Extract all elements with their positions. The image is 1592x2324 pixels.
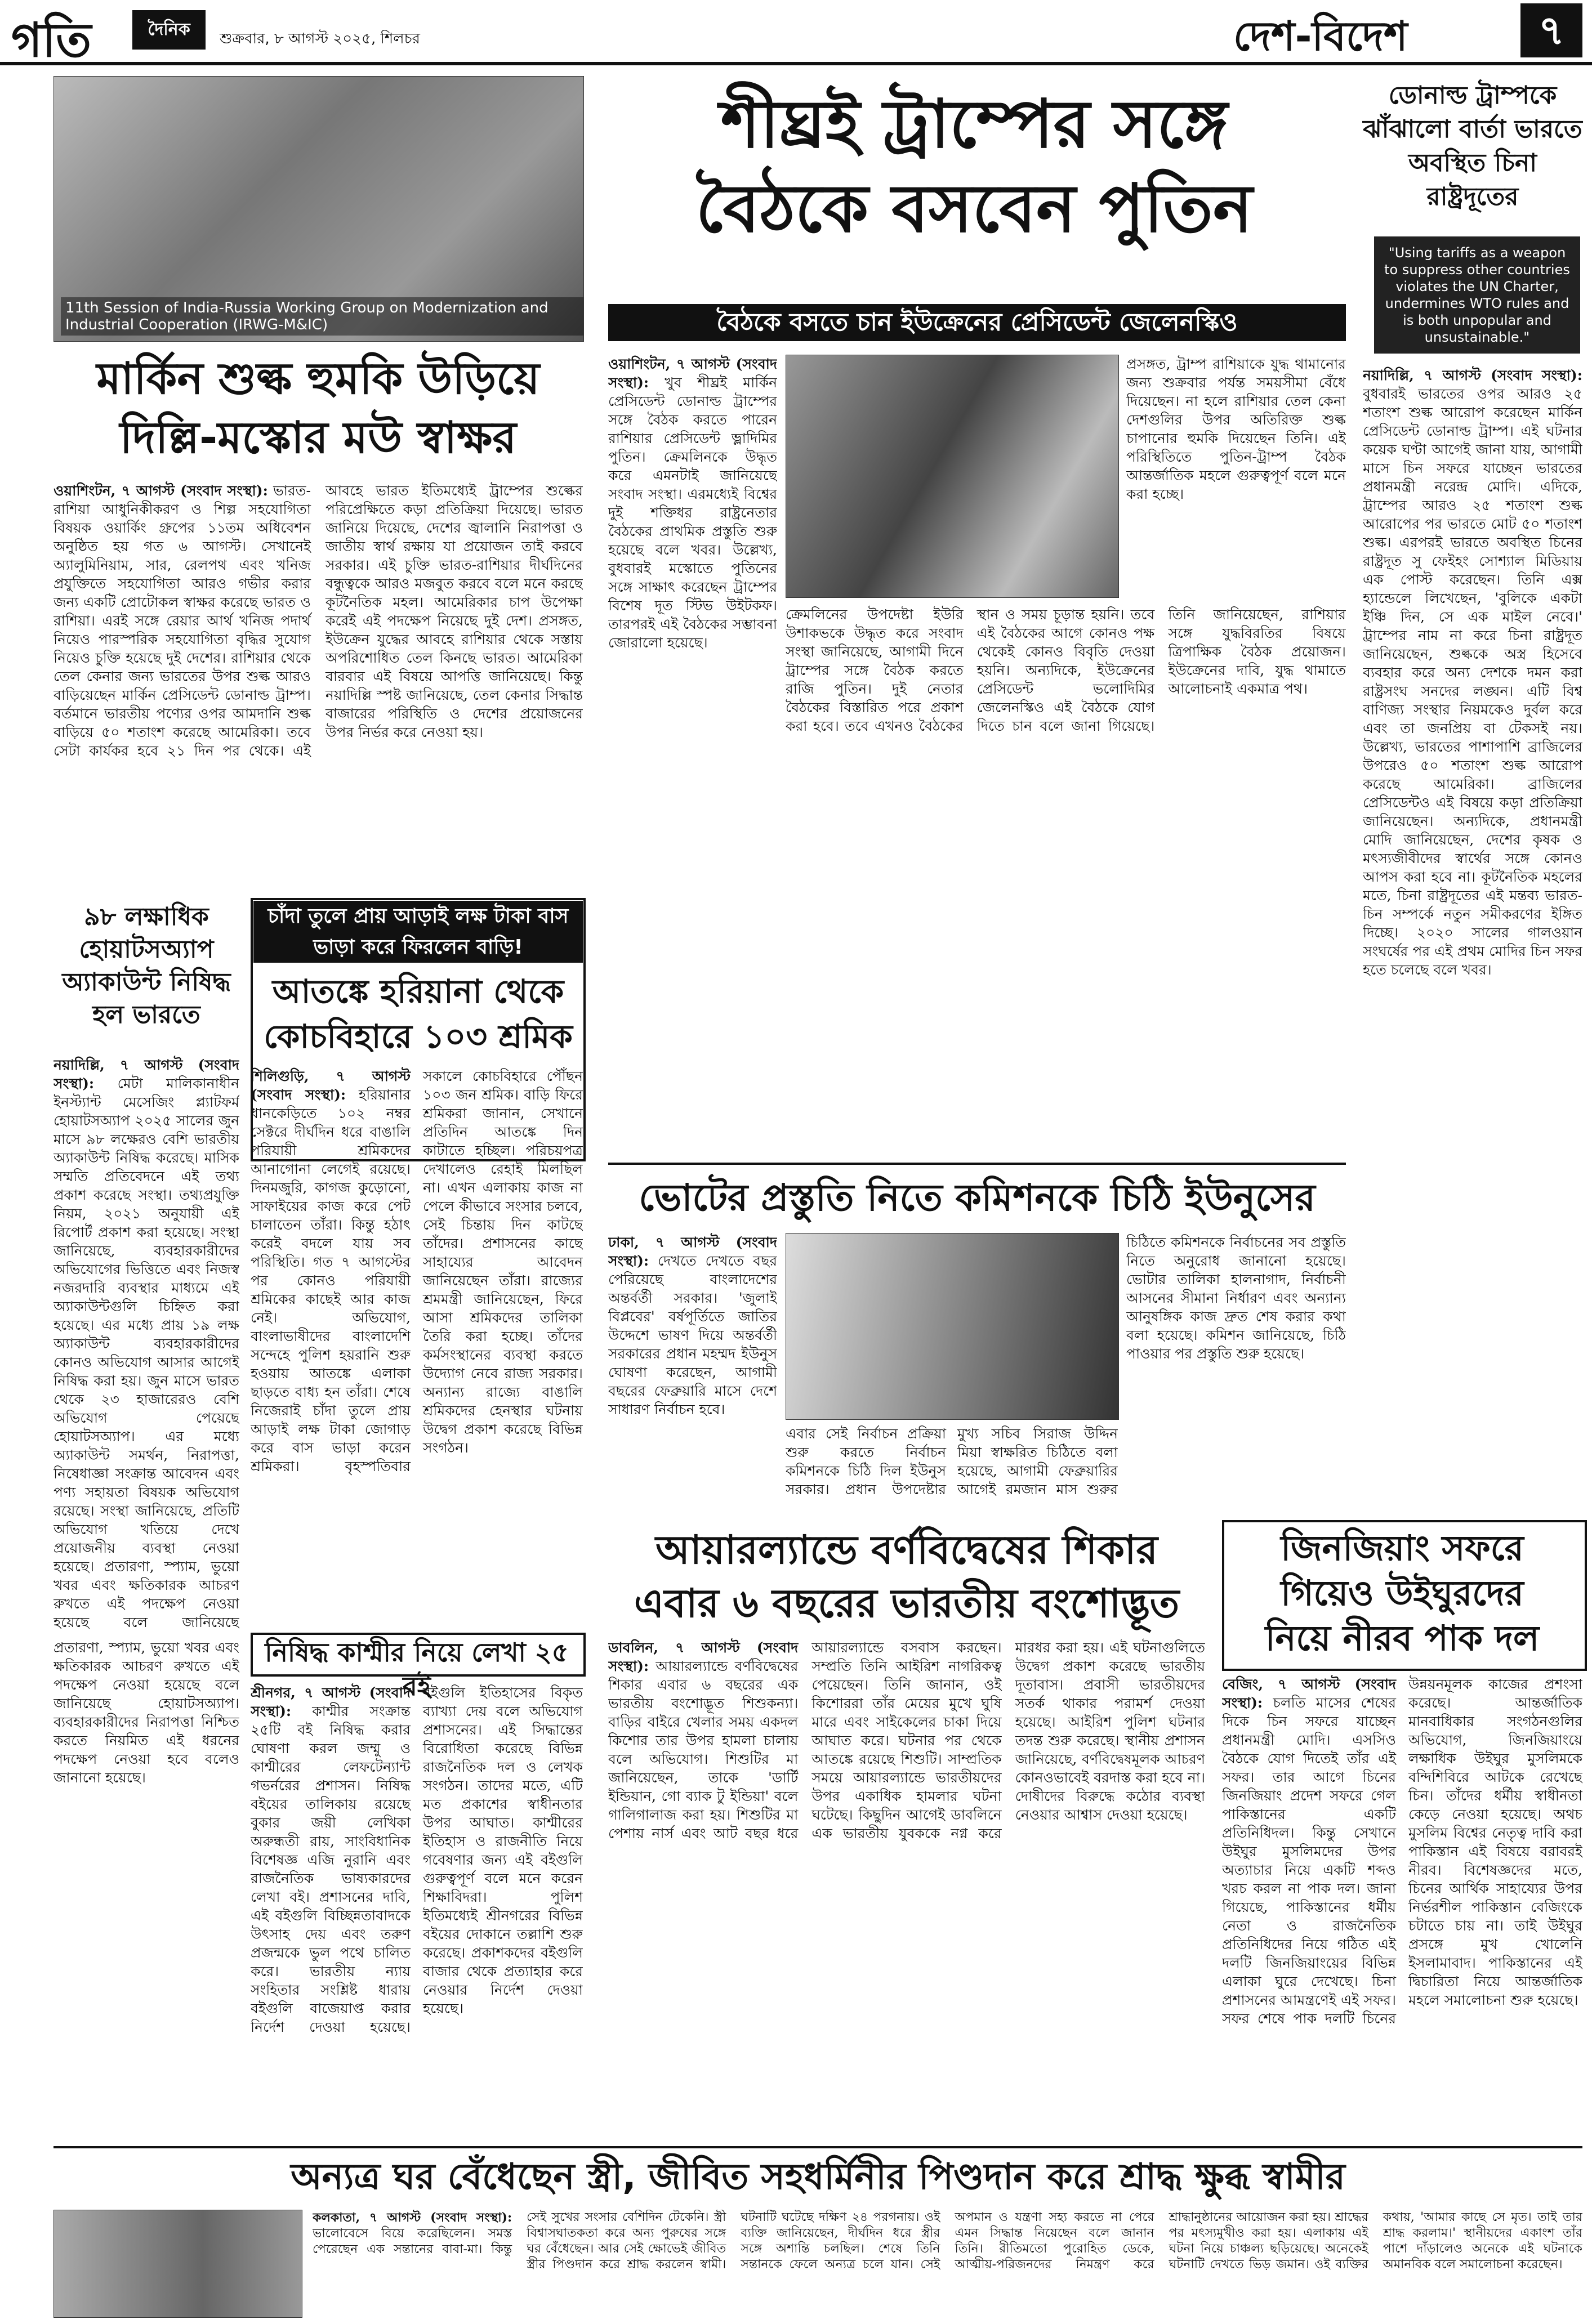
putin-article-cols: [786, 605, 1346, 1157]
putin-body-4: প্রসঙ্গত, ট্রাম্প রাশিয়াকে যুদ্ধ থামানোর জন্য শুক্রবার পর্যন্ত সময়সীমা বেঁধে দিয়েছেন। না হলে রাশিয়ার তেল কেনা দেশগুলির উপর অতিরিক্ত শুল্ক চাপানোর হুমকি দিয়েছেন তিনি। এই পরিস্থিতিতে পুতিন-ট্রাম্প বৈঠক আন্তর্জাতিক মহলে গুরুত্বপূর্ণ বলে মনে করা হচ্ছে।: [1126, 356, 1346, 502]
section-title: দেশ-বিদেশ: [1233, 12, 1408, 60]
tariff-body-3: ভারত জানিয়ে দিয়েছে, দেশের জ্বালানি নিরাপত্তা ও জাতীয় স্বার্থ রক্ষায় যা প্রয়োজন তাই করবে সরকার। এই চুক্তি ভারত-রাশিয়ার দীর্ঘদিনের বন্ধুত্বকে আরও মজবুত করবে বলে মনে করছে কূটনৈতিক মহল। আমেরিকার চাপ উপেক্ষা করেই এই পদক্ষেপ নিয়েছে দুই দেশ।: [325, 501, 583, 629]
putin-article-col2: [1126, 355, 1346, 597]
ireland-article: [608, 1638, 1205, 2137]
books-headline: নিষিদ্ধ কাশ্মীর নিয়ে লেখা ২৫ বই: [265, 1637, 569, 1701]
tariff-article: [53, 481, 583, 881]
pinda-body-3: রীতিমতো পুরোহিত ডেকে, আত্মীয়-পরিজনদের নিমন্ত্রণ করে শ্রাদ্ধানুষ্ঠানের আয়োজন করা হয়। শ্রাদ্ধের পর মৎস্যমুখীও করা হয়। এলাকায় এই ঘটনা নিয়ে চাঞ্চল্য ছড়িয়েছে। অনেকেই ঘটনাটি দেখতে ভিড় জমান।: [955, 2210, 1368, 2272]
pakistan-body-4: বিশেষজ্ঞদের মতে, চিনের আর্থিক সাহায্যের উপর নির্ভরশীল পাকিস্তান বেজিংকে চটাতে চায় না। তাই উইঘুর প্রসঙ্গে মুখ খোলেনি ইসলামাবাদ। পাকিস্তানের এই দ্বিচারিতা নিয়ে আন্তর্জাতিক মহলে সমালোচনা শুরু হয়েছে।: [1408, 1862, 1582, 2008]
books-body-4: পুলিশ ইতিমধ্যেই শ্রীনগরের বিভিন্ন বইয়ের দোকানে তল্লাশি শুরু করেছে। প্রকাশকদের বইগুলি বাজার থেকে প্রত্যাহার করে নেওয়ার নির্দেশ দেওয়া হয়েছে।: [423, 1889, 583, 2017]
whatsapp-body-continued: প্রতারণা, স্প্যাম, ভুয়ো খবর এবং ক্ষতিকারক আচরণ রুখতে এই পদক্ষেপ নেওয়া হয়েছে বলে জানিয়েছে হোয়াটসঅ্যাপ। ব্যবহারকারীদের নিরাপত্তা নিশ্চিত করতে নিয়মিত এই ধরনের পদক্ষেপ নেওয়া হবে বলেও জানানো হয়েছে।: [53, 1639, 239, 1786]
whatsapp-article-continued: [53, 1638, 239, 2137]
pinda-dateline: কলকাতা, ৭ আগস্ট (সংবাদ সংস্থা):: [313, 2210, 512, 2225]
photo-trump-putin-zelensky: [786, 355, 1119, 598]
ireland-body-3: সাম্প্রতিক সময়ে আয়ারল্যান্ডে ভারতীয়দের উপর একাধিক হামলার ঘটনা ঘটেছে। কিছুদিন আগেই ডাবলিনে এক ভারতীয় যুবককে নগ্ন করে মারধর করা হয়। এই ঘটনাগুলিতে উদ্বেগ প্রকাশ করেছে ভারতীয় দূতাবাস। প্রবাসী ভারতীয়দের সতর্ক থাকার পরামর্শ দেওয়া হয়েছে।: [811, 1639, 1205, 1842]
pakistan-body-1: চলতি মাসের শেষের দিকে চিন সফরে যাচ্ছেন প্রধানমন্ত্রী মোদি। এসসিও বৈঠকে যোগ দিতেই তাঁর এই সফর। তার আগে চিনের জিনজিয়াং প্রদেশ সফরে গেল পাকিস্তানের একটি প্রতিনিধিদল। কিন্তু সেখানে উইঘুর মুসলিমদের উপর অত্যাচার নিয়ে একটি শব্দও খরচ করল না পাক দল।: [1222, 1695, 1396, 1897]
election-headline: ভোটের প্রস্তুতি নিতে কমিশনকে চিঠি ইউনুসের: [639, 1176, 1315, 1219]
china-headline: ডোনাল্ড ট্রাম্পকে ঝাঁঝালো বার্তা ভারতে অবস্থিত চিনা রাষ্ট্রদূতের: [1363, 81, 1582, 211]
workers-body-2: অভিযোগ, বাংলাভাষীদের বাংলাদেশি সন্দেহে পুলিশ হয়রানি শুরু হওয়ায় আতঙ্কে এলাকা ছাড়তে বাধ্য হন তাঁরা। শেষে নিজেরাই চাঁদা তুলে প্রায় আড়াই লক্ষ টাকা জোগাড় করে বাস ভাড়া করেন শ্রমিকরা। বৃহস্পতিবার সকালে কোচবিহারে পৌঁছন ১০৩ জন শ্রমিক।: [251, 1068, 583, 1474]
whatsapp-body-2: তথ্যপ্রযুক্তি নিয়ম, ২০২১ অনুযায়ী এই রিপোর্ট প্রকাশ করা হয়েছে। সংস্থা জানিয়েছে, ব্যবহারকারীদের অভিযোগের ভিত্তিতে এবং নিজস্ব নজরদারি ব্যবস্থার মাধ্যমে এই অ্যাকাউন্টগুলি চিহ্নিত করা হয়েছে। এর মধ্যে প্রায় ১৯ লক্ষ অ্যাকাউন্ট ব্যবহারকারীদের কোনও অভিযোগ আসার আগেই নিষিদ্ধ করা হয়।: [53, 1187, 239, 1389]
putin-headline-line2: বৈঠকে বসবেন পুতিন: [695, 169, 1253, 247]
ireland-headline-line1: আয়ারল্যান্ডে বর্ণবিদ্বেষের শিকার: [655, 1527, 1158, 1573]
putin-body-1: খুব শীঘ্রই মার্কিন প্রেসিডেন্ট ডোনাল্ড ট্রাম্পের সঙ্গে বৈঠক করতে পারেন রাশিয়ার প্রেসিডেন্ট ভ্লাদিমির পুতিন। ক্রেমলিনকে উদ্ধৃত করে এমনটাই জানিয়েছে সংবাদ সংস্থা। এরমধ্যেই বিশ্বের দুই শক্তিধর রাষ্ট্রনেতার বৈঠকের প্রাথমিক প্রস্তুতি শুরু হয়েছে বলে খবর। উল্লেখ্য, বুধবারই মস্কোতে পুতিনের সঙ্গে সাক্ষাৎ করেছেন ট্রাম্পের বিশেষ দূত স্টিভ উইটকফ। তারপরই এই বৈঠকের সম্ভাবনা জোরালো হয়েছে।: [608, 374, 777, 651]
ireland-body-2: শিশুটির মা পেশায় নার্স এবং আট বছর ধরে আয়ারল্যান্ডে বসবাস করছেন। সম্প্রতি তিনি আইরিশ নাগরিকত্ব পেয়েছেন। তিনি জানান, ওই কিশোররা তাঁর মেয়ের মুখে ঘুষি মারে এবং সাইকেলের চাকা দিয়ে আঘাত করে। ঘটনার পর থেকে আতঙ্কে রয়েছে শিশুটি।: [608, 1639, 1002, 1842]
election-body-1: দেখতে দেখতে বছর পেরিয়েছে বাংলাদেশের অন্তর্বর্তী সরকার। 'জুলাই বিপ্লবের' বর্ষপূর্তিতে জাতির উদ্দেশে ভাষণ দিয়ে অন্তর্বর্তী সরকারের প্রধান মহম্মদ ইউনুস ঘোষণা করেছেন, আগামী বছরের ফেব্রুয়ারি মাসে দেশে সাধারণ নির্বাচন হবে।: [608, 1253, 777, 1418]
election-article-col3: [786, 1424, 1118, 1509]
china-body-2: তিনি এক্স হ্যান্ডেলে লিখেছেন, 'বুলিকে একটা ইঞ্চি দিন, সে এক মাইল নেবে।' ট্রাম্পের নাম না করে চিনা রাষ্ট্রদূত জানিয়েছেন, শুল্ককে অস্ত্র হিসেবে ব্যবহার করে অন্য দেশকে দমন করা রাষ্ট্রসংঘ সনদের লঙ্ঘন। এটি বিশ্ব বাণিজ্য সংস্থার নিয়মকেও দুর্বল করে এবং তা জনপ্রিয় বা টেকসই নয়।: [1363, 571, 1582, 736]
photo-caption: 11th Session of India-Russia Working Group on Modernization and Industrial Cooperation (IRWG-M&IC): [61, 297, 583, 336]
china-quote: "Using tariffs as a weapon to suppress other countries violates the UN Charter, undermines WTO rules and is both unpopular and unsustainable.": [1374, 236, 1580, 354]
divider: [53, 2146, 1582, 2148]
election-body-3: চিঠিতে কমিশনকে নির্বাচনের সব প্রস্তুতি নিতে অনুরোধ জানানো হয়েছে। ভোটার তালিকা হালনাগাদ, নির্বাচনী আসনের সীমানা নির্ধারণ এবং অন্যান্য আনুষঙ্গিক কাজ দ্রুত শেষ করার কথা বলা হয়েছে। কমিশন জানিয়েছে, চিঠি পাওয়ার পর প্রস্তুতি শুরু হয়েছে।: [1126, 1234, 1346, 1362]
workers-body-1: হরিয়ানার ধানকেড়িতে ১০২ নম্বর সেক্টরে দীর্ঘদিন ধরে বাঙালি পরিযায়ী শ্রমিকদের আনাগোনা লেগেই রয়েছে। দিনমজুরি, কাগজ কুড়োনো, সাফাইয়ের কাজ করে পেট চালাতেন তাঁরা। কিন্তু হঠাৎ করেই বদলে যায় সব পরিস্থিতি। গত ৭ আগস্টের পর কোনও পরিযায়ী শ্রমিকের কাছেই আর কাজ নেই।: [251, 1087, 411, 1326]
tariff-headline-line2: দিল্লি-মস্কোর মউ স্বাক্ষর: [119, 413, 517, 463]
pakistan-body-2: জানা গিয়েছে, পাকিস্তানের ধর্মীয় নেতা ও রাজনৈতিক প্রতিনিধিদের নিয়ে গঠিত এই দলটি জিনজিয়াংয়ের বিভিন্ন এলাকা ঘুরে দেখেছে। চিনা প্রশাসনের আমন্ত্রণেই এই সফর। সফর শেষে পাক দলটি চিনের উন্নয়নমূলক কাজের প্রশংসা করেছে।: [1222, 1676, 1582, 2027]
putin-dateline: ওয়াশিংটন, ৭ আগস্ট (সংবাদ সংস্থা):: [608, 356, 777, 391]
tariff-dateline: ওয়াশিংটন, ৭ আগস্ট (সংবাদ সংস্থা):: [53, 482, 268, 499]
china-article: [1363, 366, 1582, 1503]
putin-body-2: ক্রেমলিনের উপদেষ্টা ইউরি উশাকভকে উদ্ধৃত করে সংবাদ সংস্থা জানিয়েছে, আগামী দিনে ট্রাম্পের সঙ্গে বৈঠক করতে রাজি পুতিন। দুই নেতার বৈঠকের বিস্তারিত পরে প্রকাশ করা হবে। তবে এখনও বৈঠকের স্থান ও সময় চূড়ান্ত হয়নি। তবে এই বৈঠকের আগে কোনও পক্ষ থেকেই কোনও বিবৃতি দেওয়া হয়নি।: [786, 606, 1155, 734]
ireland-headline-line2: এবার ৬ বছরের ভারতীয় বংশোদ্ভূত: [634, 1580, 1180, 1626]
pakistan-headline-line2: গিয়েও উইঘুরদের: [1281, 1572, 1524, 1614]
pakistan-headline-line1: জিনজিয়াং সফরে: [1281, 1527, 1524, 1568]
pinda-body-4: ওই ব্যক্তির কথায়, 'আমার কাছে সে মৃত। তাই তার শ্রাদ্ধ করলাম।' স্থানীয়দের একাংশ তাঁর পাশে দাঁড়ালেও অনেকে এই ঘটনাকে অমানবিক বলে সমালোচনা করেছেন।: [1314, 2210, 1582, 2272]
election-body-2: এবার সেই নির্বাচন প্রক্রিয়া শুরু করতে নির্বাচন কমিশনকে চিঠি দিল ইউনুস সরকার। প্রধান উপদেষ্টার মুখ্য সচিব সিরাজ উদ্দিন মিয়া স্বাক্ষরিত চিঠিতে বলা হয়েছে, আগামী ফেব্রুয়ারির আগেই রমজান মাস শুরুর: [786, 1425, 1118, 1498]
pakistan-body-3: আন্তর্জাতিক মানবাধিকার সংগঠনগুলির অভিযোগ, জিনজিয়াংয়ে লক্ষাধিক উইঘুর মুসলিমকে বন্দিশিবিরে আটকে রেখেছে চিন। তাঁদের ধর্মীয় স্বাধীনতা কেড়ে নেওয়া হয়েছে। অথচ মুসলিম বিশ্বের নেতৃত্ব দাবি করা পাকিস্তান এই বিষয়ে বরাবরই নীরব।: [1408, 1695, 1582, 1878]
china-dateline: নয়াদিল্লি, ৭ আগস্ট (সংবাদ সংস্থা):: [1363, 367, 1582, 383]
ireland-body-1: আয়ারল্যান্ডে বর্ণবিদ্বেষের শিকার এবার ৬ বছরের এক ভারতীয় বংশোদ্ভূত শিশুকন্যা। বাড়ির বাইরে খেলার সময় একদল কিশোর তার উপর হামলা চালায় বলে অভিযোগ। শিশুটির মা জানিয়েছেন, তাকে 'ডার্টি ইন্ডিয়ান, গো ব্যাক টু ইন্ডিয়া' বলে গালিগালাজ করা হয়।: [608, 1658, 799, 1823]
books-dateline: শ্রীনগর, ৭ আগস্ট (সংবাদ সংস্থা):: [251, 1684, 411, 1719]
whatsapp-dateline: নয়াদিল্লি, ৭ আগস্ট (সংবাদ সংস্থা):: [53, 1057, 239, 1092]
putin-headline-line1: শীঘ্রই ট্রাম্পের সঙ্গে: [720, 85, 1228, 163]
pinda-body-1: ভালোবেসে বিয়ে করেছিলেন। সমস্ত পেরেছেন এক সন্তানের বাবা-মা। কিন্তু সেই সুখের সংসার বেশিদিন টেকেনি। স্ত্রী বিশ্বাসঘাতকতা করে অন্য পুরুষের সঙ্গে ঘর বেঁধেছেন। আর সেই ক্ষোভেই জীবিত স্ত্রীর পিণ্ডদান করে শ্রাদ্ধ করলেন স্বামী।: [313, 2210, 726, 2272]
books-article: [251, 1683, 583, 2137]
pinda-headline: অন্যত্র ঘর বেঁধেছেন স্ত্রী, জীবিত সহধর্মিনীর পিণ্ডদান করে শ্রাদ্ধ ক্ষুব্ধ স্বামীর: [291, 2156, 1345, 2198]
workers-headline-line1: আতঙ্কে হরিয়ানা থেকে: [272, 972, 564, 1011]
pakistan-headline-line3: নিয়ে নীরব পাক দল: [1265, 1617, 1540, 1659]
putin-article-col1: [608, 355, 777, 1157]
issue-date: শুক্রবার, ৮ আগস্ট ২০২৫, শিলচর: [220, 30, 420, 47]
pinda-body-2: ঘটনাটি ঘটেছে দক্ষিণ ২৪ পরগনায়। ওই ব্যক্তি জানিয়েছেন, দীর্ঘদিন ধরে স্ত্রীর সঙ্গে অশান্তি চলছিল। শেষে তিনি সন্তানকে ফেলে অন্যত্র চলে যান। সেই অপমান ও যন্ত্রণা সহ্য করতে না পেরে এমন সিদ্ধান্ত নিয়েছেন বলে জানান তিনি।: [741, 2210, 1154, 2272]
election-article-col1: [608, 1233, 777, 1509]
pakistan-dateline: বেজিং, ৭ আগস্ট (সংবাদ সংস্থা):: [1222, 1676, 1396, 1711]
workers-body-4: রাজ্যের শ্রমমন্ত্রী জানিয়েছেন, ফিরে আসা শ্রমিকদের তালিকা তৈরি করা হচ্ছে। তাঁদের কর্মসংস্থানের ব্যবস্থা করতে উদ্যোগ নেবে রাজ্য সরকার। অন্যান্য রাজ্যে বাঙালি শ্রমিকদের হেনস্থার ঘটনায় উদ্বেগ প্রকাশ করেছে বিভিন্ন সংগঠন।: [423, 1272, 583, 1456]
workers-headline-line2: কোচবিহারে ১০৩ শ্রমিক: [264, 1017, 573, 1056]
edition-badge: দৈনিক: [132, 10, 206, 50]
ireland-dateline: ডাবলিন, ৭ আগস্ট (সংবাদ সংস্থা):: [608, 1639, 799, 1674]
photo-india-russia-meeting: [53, 76, 584, 342]
election-article-col2: [1126, 1233, 1346, 1509]
putin-kicker: বৈঠকে বসতে চান ইউক্রেনের প্রেসিডেন্ট জেলেনস্কিও: [608, 304, 1346, 341]
books-body-3: এই সিদ্ধান্তের বিরোধিতা করেছে বিভিন্ন রাজনৈতিক দল ও লেখক সংগঠন। তাদের মতে, এটি মত প্রকাশের স্বাধীনতার উপর আঘাত। কাশ্মীরের ইতিহাস ও রাজনীতি নিয়ে গবেষণার জন্য এই বইগুলি গুরুত্বপূর্ণ বলে মনে করেন শিক্ষাবিদরা।: [423, 1722, 583, 1905]
whatsapp-headline: ৯৮ লক্ষাধিক হোয়াটসঅ্যাপ অ্যাকাউন্ট নিষিদ্ধ হল ভারতে: [62, 902, 231, 1029]
workers-kicker: চাঁদা তুলে প্রায় আড়াই লক্ষ টাকা বাস ভাড়া করে ফিরলেন বাড়ি!: [253, 901, 583, 963]
pinda-article: [313, 2210, 1582, 2319]
divider: [608, 1163, 1346, 1165]
ireland-body-4: আইরিশ পুলিশ ঘটনার তদন্ত শুরু করেছে। স্থানীয় প্রশাসন জানিয়েছে, বর্ণবিদ্বেষমূলক আচরণ কোনওভাবেই বরদাস্ত করা হবে না। দোষীদের বিরুদ্ধে কঠোর ব্যবস্থা নেওয়ার আশ্বাস দেওয়া হয়েছে।: [1015, 1714, 1205, 1823]
pakistan-article: [1222, 1675, 1582, 2137]
page-number: ৭: [1520, 3, 1582, 57]
photo-yunus: [786, 1233, 1119, 1420]
tariff-body-4: প্রসঙ্গত, ইউক্রেন যুদ্ধের আবহে রাশিয়ার থেকে সস্তায় অপরিশোধিত তেল কিনছে ভারত। আমেরিকা বারবার এই বিষয়ে আপত্তি জানিয়েছে। কিন্তু নয়াদিল্লি স্পষ্ট জানিয়েছে, তেল কেনার সিদ্ধান্ত বাজারের পরিস্থিতি ও দেশের প্রয়োজনের উপর নির্ভর করে নেওয়া হয়।: [325, 613, 583, 740]
photo-shraddha-ritual: [53, 2210, 302, 2318]
books-body-1: কাশ্মীর সংক্রান্ত ২৫টি বই নিষিদ্ধ করার ঘোষণা করল জম্মু ও কাশ্মীরের লেফটেন্যান্ট গভর্নরের প্রশাসন। নিষিদ্ধ বইয়ের তালিকায় রয়েছে বুকার জয়ী লেখিকা অরুন্ধতী রায়, সাংবিধানিক বিশেষজ্ঞ এজি নুরানি এবং রাজনৈতিক ভাষ্যকারদের লেখা বই।: [251, 1703, 411, 1905]
whatsapp-article: [53, 1056, 239, 1630]
tariff-headline-line1: মার্কিন শুল্ক হুমকি উড়িয়ে: [96, 354, 540, 404]
whatsapp-body-1: মেটা মালিকানাধীন ইনস্ট্যান্ট মেসেজিং প্ল্যাটফর্ম হোয়াটসঅ্যাপ ২০২৫ সালের জুন মাসে ৯৮ লক্ষেরও বেশি ভারতীয় অ্যাকাউন্ট নিষিদ্ধ করেছে। মাসিক সম্মতি প্রতিবেদনে এই তথ্য প্রকাশ করেছে সংস্থা।: [53, 1075, 239, 1203]
tariff-body-1: ভারত-রাশিয়া আধুনিকীকরণ ও শিল্প সহযোগিতা বিষয়ক ওয়ার্কিং গ্রুপের ১১তম অধিবেশন অনুষ্ঠিত হয় গত ৬ আগস্ট। সেখানেই অ্যালুমিনিয়াম, সার, রেলপথ এবং খনিজ প্রযুক্তিতে সহযোগিতা আরও গভীর করার জন্য একটি প্রোটোকল স্বাক্ষর করেছে ভারত ও রাশিয়া। এরই সঙ্গে রেয়ার আর্থ খনিজ পদার্থ নিয়েও পারস্পরিক সহযোগিতা বৃদ্ধির সুযোগ নিয়েও চুক্তি হয়েছে দুই দেশের।: [53, 482, 311, 666]
election-dateline: ঢাকা, ৭ আগস্ট (সংবাদ সংস্থা):: [608, 1234, 777, 1269]
workers-dateline: শিলিগুড়ি, ৭ আগস্ট (সংবাদ সংস্থা):: [251, 1068, 411, 1103]
newspaper-logo: গতি: [11, 12, 92, 68]
whatsapp-body-4: প্রতারণা, স্প্যাম, ভুয়ো খবর এবং ক্ষতিকারক আচরণ রুখতে এই পদক্ষেপ নেওয়া হয়েছে বলে জানিয়েছে: [53, 1558, 239, 1630]
china-body-3: উল্লেখ্য, ভারতের পাশাপাশি ব্রাজিলের উপরেও ৫০ শতাংশ শুল্ক আরোপ করেছে আমেরিকা। ব্রাজিলের প্রেসিডেন্টও এই বিষয়ে কড়া প্রতিক্রিয়া জানিয়েছেন। অন্যদিকে, প্রধানমন্ত্রী মোদি জানিয়েছেন, দেশের কৃষক ও মৎস্যজীবীদের স্বার্থের সঙ্গে কোনও আপস করা হবে না।: [1363, 739, 1582, 885]
china-body-4: কূটনৈতিক মহলের মতে, চিনা রাষ্ট্রদূতের এই মন্তব্য ভারত-চিন সম্পর্কে নতুন সমীকরণের ইঙ্গিত দিচ্ছে। ২০২০ সালের গালওয়ান সংঘর্ষের পর এই প্রথম মোদির চিন সফর হতে চলেছে বলে খবর।: [1363, 869, 1582, 978]
workers-article: [251, 1067, 583, 1630]
putin-body-3: অন্যদিকে, ইউক্রেনের প্রেসিডেন্ট ভলোদিমির জেলেনস্কিও এই বৈঠকে যোগ দিতে চান বলে জানা গিয়েছে। তিনি জানিয়েছেন, রাশিয়ার সঙ্গে যুদ্ধবিরতির বিষয়ে ত্রিপাক্ষিক বৈঠক প্রয়োজন। ইউক্রেনের দাবি, যুদ্ধ থামাতে আলোচনাই একমাত্র পথ।: [976, 606, 1346, 734]
whatsapp-body-3: জুন মাসে ভারত থেকে ২৩ হাজারেরও বেশি অভিযোগ পেয়েছে হোয়াটসঅ্যাপ। এর মধ্যে অ্যাকাউন্ট সমর্থন, নিরাপত্তা, নিষেধাজ্ঞা সংক্রান্ত আবেদন এবং পণ্য সহায়তা বিষয়ক অভিযোগ রয়েছে। সংস্থা জানিয়েছে, প্রতিটি অভিযোগ খতিয়ে দেখে প্রয়োজনীয় ব্যবস্থা নেওয়া হয়েছে।: [53, 1373, 239, 1575]
china-body-1: বুধবারই ভারতের ওপর আরও ২৫ শতাংশ শুল্ক আরোপ করেছেন মার্কিন প্রেসিডেন্ট ডোনাল্ড ট্রাম্প। এই ঘটনার কয়েক ঘণ্টা আগেই জানা যায়, আগামী মাসে চিন সফরে যাচ্ছেন ভারতের প্রধানমন্ত্রী নরেন্দ্র মোদি। এদিকে, ট্রাম্পের আরও ২৫ শতাংশ শুল্ক আরোপের পর ভারতে মোট ৫০ শতাংশ শুল্ক। এরপরই ভারতে অবস্থিত চিনের রাষ্ট্রদূত সু ফেইহং সোশ্যাল মিডিয়ায় এক পোস্ট করেছেন।: [1363, 386, 1582, 588]
tariff-body-2: রাশিয়ার থেকে তেল কেনার জন্য ভারতের উপর শুল্ক আরও বাড়িয়েছেন মার্কিন প্রেসিডেন্ট ডোনাল্ড ট্রাম্প। বর্তমানে ভারতীয় পণ্যের ওপর আমদানি শুল্ক বাড়িয়ে ৫০ শতাংশ করেছে আমেরিকা। তবে সেটা কার্যকর হবে ২১ দিন পর থেকে। এই আবহে ভারত ইতিমধ্যেই ট্রাম্পের শুল্কের পরিপ্রেক্ষিতে কড়া প্রতিক্রিয়া দিয়েছে।: [53, 482, 583, 759]
workers-body-3: বাড়ি ফিরে শ্রমিকরা জানান, সেখানে প্রতিদিন আতঙ্কে দিন কাটাতে হচ্ছিল। পরিচয়পত্র দেখালেও রেহাই মিলছিল না। এখন এলাকায় কাজ না পেলে কীভাবে সংসার চলবে, সেই চিন্তায় দিন কাটছে তাঁদের। প্রশাসনের কাছে সাহায্যের আবেদন জানিয়েছেন তাঁরা।: [423, 1087, 583, 1289]
books-body-2: প্রশাসনের দাবি, এই বইগুলি বিচ্ছিন্নতাবাদকে উৎসাহ দেয় এবং তরুণ প্রজন্মকে ভুল পথে চালিত করে। ভারতীয় ন্যায় সংহিতার সংশ্লিষ্ট ধারায় বইগুলি বাজেয়াপ্ত করার নির্দেশ দেওয়া হয়েছে। বইগুলি ইতিহাসের বিকৃত ব্যাখ্যা দেয় বলে অভিযোগ প্রশাসনের।: [251, 1684, 583, 2035]
